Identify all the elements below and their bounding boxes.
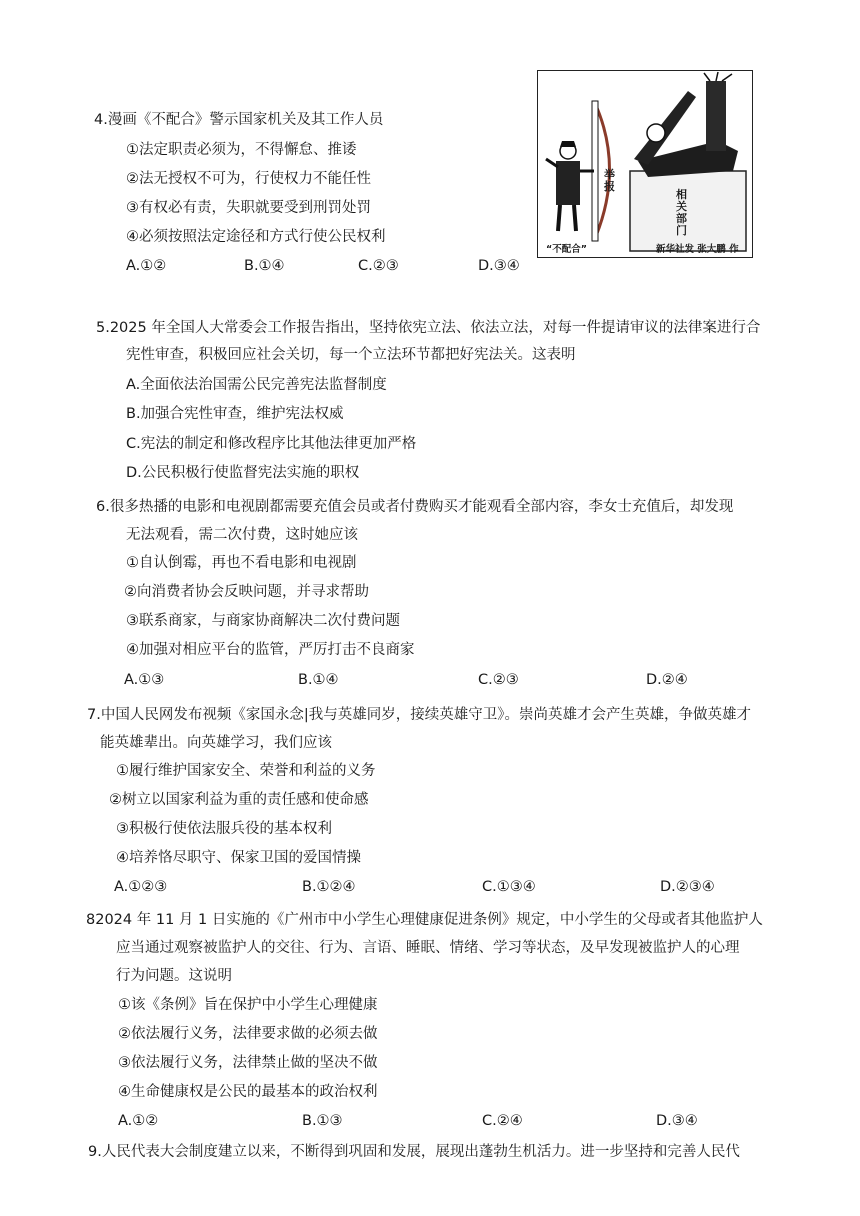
q6-option-b: B.①④ bbox=[298, 672, 339, 688]
q8-item-3: ③依法履行义务，法律禁止做的坚决不做 bbox=[118, 1055, 378, 1071]
q4-stem: 4.漫画《不配合》警示国家机关及其工作人员 bbox=[94, 112, 384, 128]
q7-stem-line-1: 7.中国人民网发布视频《家国永念|我与英雄同岁，接续英雄守卫》。崇尚英雄才会产生英雄，争做英雄才 bbox=[87, 707, 751, 723]
cartoon-drawing bbox=[538, 71, 752, 257]
q8-stem-line-1: 82024 年 11 月 1 日实施的《广州市中小学生心理健康促进条例》规定，中小学生的父母或者其他监护人 bbox=[86, 912, 763, 928]
cartoon-caption-credit: 新华社发 张大鹏 作 bbox=[656, 244, 739, 255]
q8-item-1: ①该《条例》旨在保护中小学生心理健康 bbox=[118, 997, 378, 1013]
q7-stem-line-2: 能英雄辈出。向英雄学习，我们应该 bbox=[100, 735, 332, 751]
q6-options bbox=[124, 670, 724, 690]
q6-item-4: ④加强对相应平台的监管，严厉打击不良商家 bbox=[126, 642, 415, 658]
q8-options bbox=[118, 1111, 718, 1131]
q6-stem-line-2: 无法观看，需二次付费，这时她应该 bbox=[126, 527, 358, 543]
q8-item-2: ②依法履行义务，法律要求做的必须去做 bbox=[118, 1026, 378, 1042]
q6-option-a: A.①③ bbox=[124, 672, 165, 688]
q7-option-b: B.①②④ bbox=[302, 879, 356, 895]
q8-option-d: D.③④ bbox=[656, 1113, 698, 1129]
q7-item-2: ②树立以国家利益为重的责任感和使命感 bbox=[109, 792, 369, 808]
q4-item-4: ④必须按照法定途径和方式行使公民权利 bbox=[126, 229, 386, 245]
q7-item-4: ④培养恪尽职守、保家卫国的爱国情操 bbox=[116, 850, 361, 866]
q5-choice-d: D.公民积极行使监督宪法实施的职权 bbox=[126, 465, 360, 481]
q6-item-3: ③联系商家，与商家协商解决二次付费问题 bbox=[126, 613, 400, 629]
q4-option-c: C.②③ bbox=[358, 258, 399, 274]
q6-option-d: D.②④ bbox=[646, 672, 688, 688]
q7-option-a: A.①②③ bbox=[114, 879, 168, 895]
q5-stem-line-1: 5.2025 年全国人大常委会工作报告指出，坚持依宪立法、依法立法，对每一件提请审议的法律案进行合 bbox=[96, 320, 761, 336]
q4-option-b: B.①④ bbox=[244, 258, 285, 274]
q5-stem-line-2: 宪性审查，积极回应社会关切，每一个立法环节都把好宪法关。这表明 bbox=[126, 347, 576, 363]
cartoon-image bbox=[537, 70, 753, 258]
q6-item-1: ①自认倒霉，再也不看电影和电视剧 bbox=[126, 555, 357, 571]
q9-stem-line-1: 9.人民代表大会制度建立以来，不断得到巩固和发展，展现出蓬勃生机活力。进一步坚持和完善人民代 bbox=[88, 1144, 740, 1160]
q8-stem-line-3: 行为问题。这说明 bbox=[116, 968, 232, 984]
q7-item-1: ①履行维护国家安全、荣誉和利益的义务 bbox=[116, 763, 376, 779]
q8-option-b: B.①③ bbox=[302, 1113, 343, 1129]
q7-options bbox=[114, 877, 734, 897]
q4-item-1: ①法定职责必须为，不得懈怠、推诿 bbox=[126, 142, 357, 158]
q8-stem-line-2: 应当通过观察被监护人的交往、行为、言语、睡眠、情绪、学习等状态，及早发现被监护人的心理 bbox=[116, 940, 740, 956]
q7-option-c: C.①③④ bbox=[482, 879, 536, 895]
q6-stem-line-1: 6.很多热播的电影和电视剧都需要充值会员或者付费购买才能观看全部内容，李女士充值后，却发现 bbox=[96, 499, 734, 515]
q4-options bbox=[126, 256, 566, 276]
q5-choice-a: A.全面依法治国需公民完善宪法监督制度 bbox=[126, 377, 387, 393]
q7-item-3: ③积极行使依法服兵役的基本权利 bbox=[116, 821, 332, 837]
cartoon-sign-text: 举报 bbox=[604, 168, 615, 193]
q8-item-4: ④生命健康权是公民的最基本的政治权利 bbox=[118, 1084, 378, 1100]
q8-option-c: C.②④ bbox=[482, 1113, 523, 1129]
q4-option-d: D.③④ bbox=[478, 258, 520, 274]
q6-option-c: C.②③ bbox=[478, 672, 519, 688]
q6-item-2: ②向消费者协会反映问题，并寻求帮助 bbox=[124, 584, 369, 600]
q8-option-a: A.①② bbox=[118, 1113, 159, 1129]
q5-choice-c: C.宪法的制定和修改程序比其他法律更加严格 bbox=[126, 436, 417, 452]
cartoon-box-label: 相关部门 bbox=[676, 188, 687, 237]
q4-item-2: ②法无授权不可为，行使权力不能任性 bbox=[126, 171, 371, 187]
cartoon-caption-title: “不配合” bbox=[546, 244, 587, 255]
q4-item-3: ③有权必有责，失职就要受到刑罚处罚 bbox=[126, 200, 371, 216]
q4-option-a: A.①② bbox=[126, 258, 167, 274]
q5-choice-b: B.加强合宪性审查，维护宪法权威 bbox=[126, 406, 344, 422]
q7-option-d: D.②③④ bbox=[660, 879, 715, 895]
